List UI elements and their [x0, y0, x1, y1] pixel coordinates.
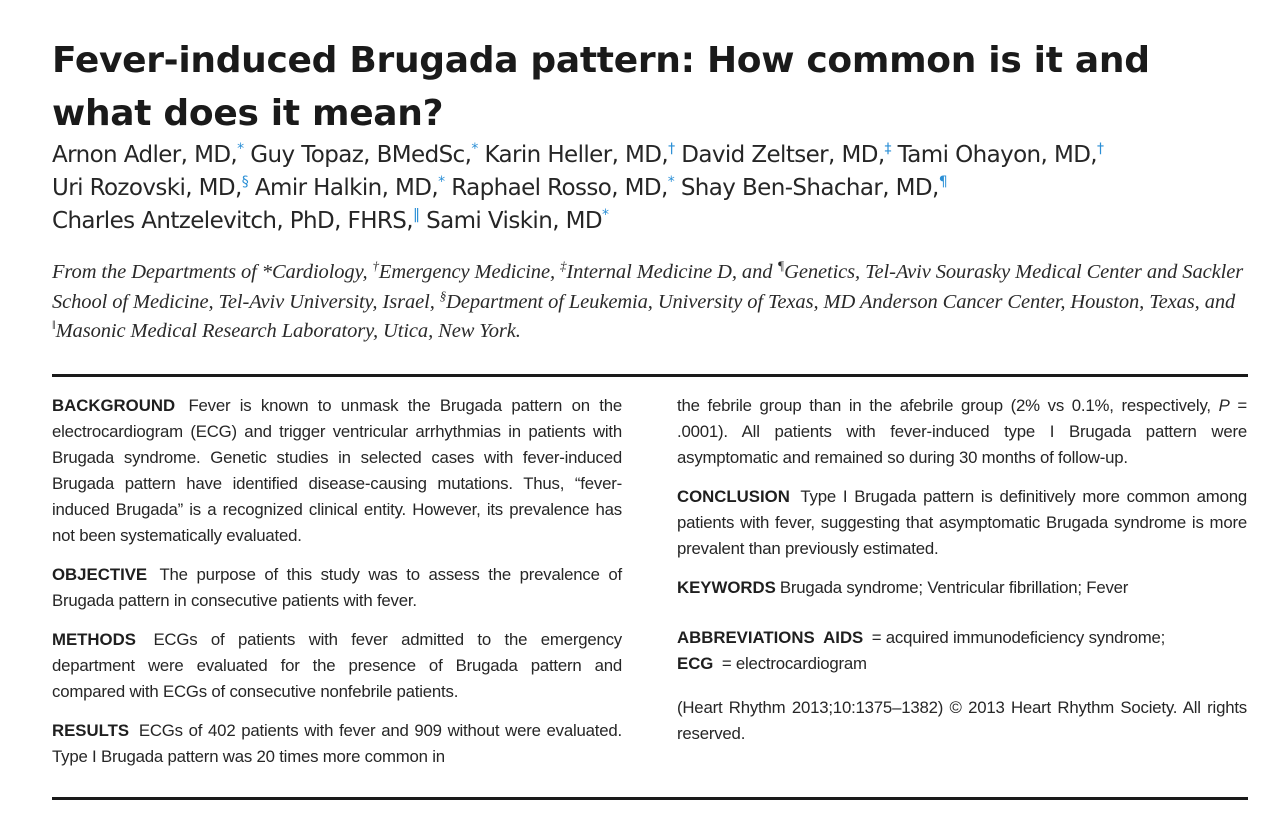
affiliation-text: Cardiology, — [271, 261, 373, 283]
section-heading: RESULTS — [52, 721, 130, 740]
author-name: Guy Topaz, BMedSc, — [250, 142, 472, 168]
section-heading: CONCLUSION — [677, 487, 790, 506]
author-name: Arnon Adler, MD, — [52, 142, 238, 168]
affiliation-mark: † — [668, 141, 675, 157]
results-text-part3: = .0001). All patients with fever-induced type I Brugada pattern were asymptomatic and remained so during 30 months of follow-up. — [677, 396, 1247, 467]
affiliation-mark: ¶ — [938, 174, 948, 190]
abstract-right-column — [677, 393, 1247, 760]
affiliations — [52, 258, 1262, 347]
bottom-divider — [52, 797, 1248, 800]
author-name: Tami Ohayon, MD, — [897, 142, 1098, 168]
section-heading: KEYWORDS — [677, 578, 776, 597]
affiliation-mark: ‖ — [412, 207, 420, 223]
abbrev-definition: = electrocardiogram — [717, 654, 867, 673]
section-heading: METHODS — [52, 630, 136, 649]
affiliation-mark: * — [471, 141, 478, 157]
p-value-letter: P — [1218, 396, 1230, 415]
section-heading: BACKGROUND — [52, 396, 176, 415]
affiliation-mark: * — [667, 174, 675, 190]
affiliation-mark: § — [439, 287, 447, 303]
affiliation-mark: * — [438, 174, 445, 190]
author-name: Charles Antzelevitch, PhD, FHRS, — [52, 208, 413, 234]
results-text-part1: ECGs of 402 patients with fever and 909 without were evaluated. Type I Brugada pattern was 20 times more common in — [52, 721, 622, 766]
affiliation-mark: † — [1097, 141, 1104, 157]
results-text-part2: the febrile group than in the afebrile group (2% vs 0.1%, respectively, — [677, 396, 1219, 415]
results-section — [52, 718, 622, 770]
affiliation-mark: * — [261, 261, 272, 283]
affiliation-mark: ‡ — [560, 258, 567, 273]
author-name: Shay Ben-Shachar, MD, — [680, 175, 939, 201]
author-list — [52, 139, 1252, 238]
affiliation-mark: * — [601, 207, 609, 223]
section-text: The purpose of this study was to assess the prevalence of Brugada pattern in consecutive patients with fever. — [52, 565, 622, 610]
affiliation-text: Masonic Medical Research Laboratory, Utica, New York. — [55, 320, 521, 342]
citation: (Heart Rhythm 2013;10:1375–1382) © 2013 Heart Rhythm Society. All rights reserved. — [677, 698, 1247, 743]
section-text: ECGs of patients with fever admitted to the emergency department were evaluated for the presence of Brugada pattern and compared with ECGs of consecutive nonfebrile patients. — [52, 630, 622, 701]
abbrev-definition: = acquired immunodeficiency syndrome; — [867, 628, 1166, 647]
section-heading: ABBREVIATIONS — [677, 628, 815, 647]
article-title: Fever-induced Brugada pattern: How common is it and what does it mean? — [52, 40, 1150, 135]
affiliation-mark: * — [237, 141, 244, 157]
section-text: Type I Brugada pattern is definitively more common among patients with fever, suggesting that asymptomatic Brugada syndrome is more prevalent than previously estimated. — [677, 487, 1247, 558]
abbrev-term: AIDS — [823, 628, 864, 647]
affiliation-mark: ¶ — [777, 258, 785, 273]
conclusion-section — [677, 484, 1247, 562]
affiliation-mark: † — [372, 258, 379, 273]
abstract-left-column — [52, 393, 622, 783]
affiliation-mark: ‖ — [52, 317, 56, 332]
top-divider — [52, 374, 1248, 377]
author-name: Sami Viskin, MD — [426, 208, 602, 234]
author-name: Karin Heller, MD, — [484, 142, 669, 168]
author-name: Raphael Rosso, MD, — [451, 175, 668, 201]
author-name: Uri Rozovski, MD, — [52, 175, 242, 201]
results-continued — [677, 393, 1247, 471]
affiliation-text: From the Departments of — [52, 261, 262, 283]
keywords-text: Brugada syndrome; Ventricular fibrillation; Fever — [779, 578, 1129, 597]
section-text: Fever is known to unmask the Brugada pattern on the electrocardiogram (ECG) and trigger ventricular arrhythmias in patients with Brugada syndrome. Genetic studies in selected cases with fever-induced Brugada pattern have identified disease-causing mutations. Thus, “fever-induced Brugada” is a recognized clinical entity. However, its prevalence has not been systematically evaluated. — [52, 396, 622, 545]
affiliation-mark: ‡ — [884, 141, 891, 157]
methods-section — [52, 627, 622, 705]
affiliation-text: Emergency Medicine, — [378, 261, 561, 283]
affiliation-mark: § — [241, 174, 249, 190]
section-heading: OBJECTIVE — [52, 565, 148, 584]
affiliation-text: Internal Medicine D, and — [566, 261, 778, 283]
abbrev-term: ECG — [677, 654, 714, 673]
objective-section — [52, 562, 622, 614]
abbreviations-section — [677, 625, 1247, 677]
affiliation-text: Genetics, Tel-Aviv Sourasky Medical Center and Sackler School of Medicine, Tel-Aviv University, Israel, — [52, 261, 1244, 313]
keywords-section — [677, 575, 1247, 601]
affiliation-text: Department of Leukemia, University of Texas, MD Anderson Cancer Center, Houston, Texas, and — [446, 290, 1236, 313]
background-section — [52, 393, 622, 549]
author-name: David Zeltser, MD, — [681, 142, 885, 168]
author-name: Amir Halkin, MD, — [254, 175, 439, 201]
